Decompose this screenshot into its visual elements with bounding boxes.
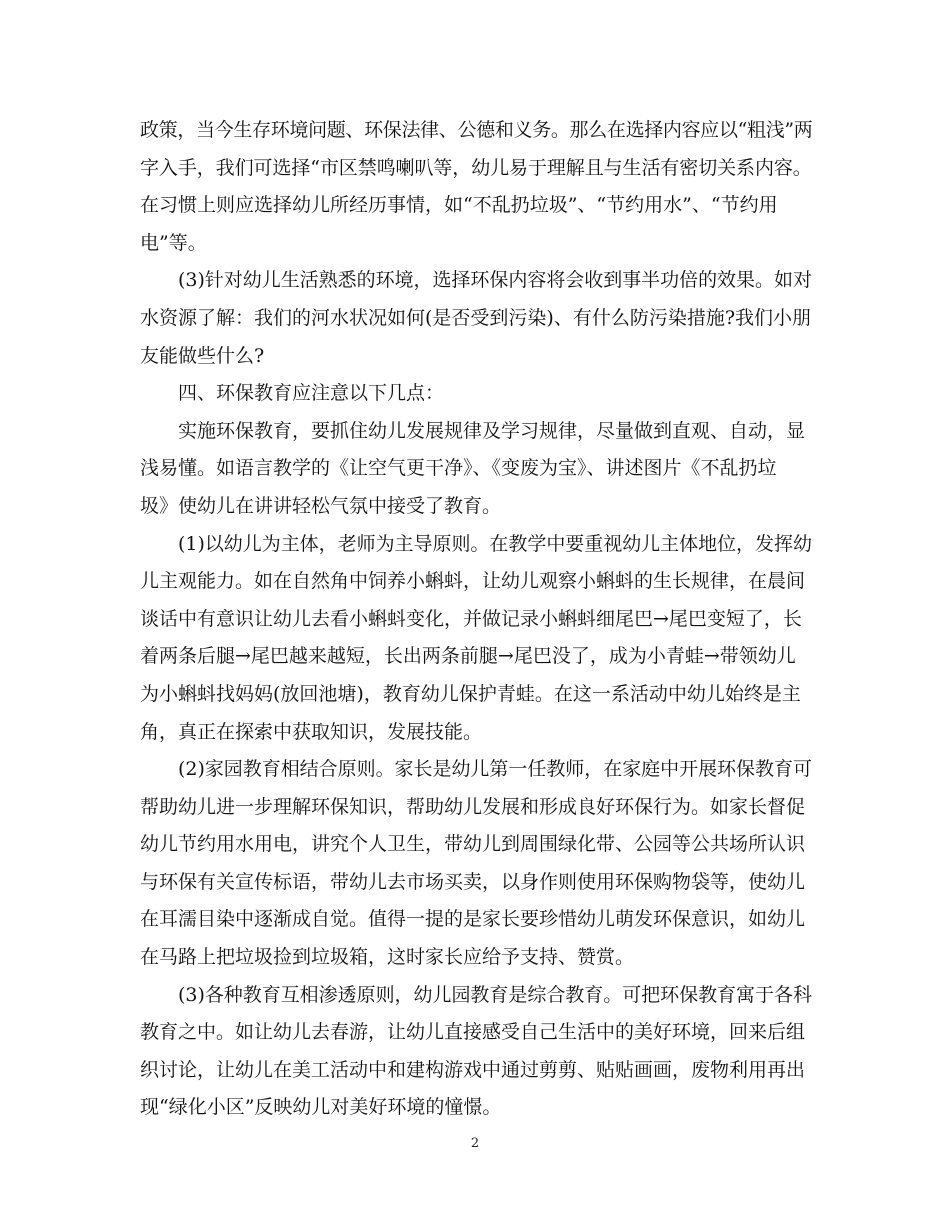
text-line: 角，真正在探索中获取知识，发展技能。 <box>140 720 483 743</box>
text-line: 现“绿化小区”反映幼儿对美好环境的憧憬。 <box>140 1096 502 1119</box>
text-line: 政策，当今生存环境问题、环保法律、公德和义务。那么在选择内容应以“粗浅”两 <box>140 119 813 141</box>
text-line: 实施环保教育，要抓住幼儿发展规律及学习规律，尽量做到直观、自动，显 <box>178 419 806 442</box>
text-line: 友能做些什么? <box>140 344 265 367</box>
text-line: 帮助幼儿进一步理解环保知识，帮助幼儿发展和形成良好环保行为。如家长督促 <box>140 795 806 818</box>
text-line: 织讨论，让幼儿在美工活动中和建构游戏中通过剪剪、贴贴画画，废物利用再出 <box>140 1058 806 1081</box>
text-line: 圾》使幼儿在讲讲轻松气氛中接受了教育。 <box>140 494 502 517</box>
text-line: 儿主观能力。如在自然角中饲养小蝌蚪，让幼儿观察小蝌蚪的生长规律，在晨间 <box>140 570 806 593</box>
text-line: 字入手，我们可选择“市区禁鸣喇叭等，幼儿易于理解且与生活有密切关系内容。 <box>140 156 812 179</box>
text-line: 四、环保教育应注意以下几点： <box>178 382 445 405</box>
text-line: 在马路上把垃圾捡到垃圾箱，这时家长应给予支持、赞赏。 <box>140 946 635 969</box>
text-line: 教育之中。如让幼儿去春游，让幼儿直接感受自己生活中的美好环境，回来后组 <box>140 1021 806 1044</box>
text-line: 在习惯上则应选择幼儿所经历事情，如“不乱扔垃圾”、“节约用水”、“节约用 <box>140 194 778 217</box>
text-line: 水资源了解：我们的河水状况如何(是否受到污染)、有什么防污染措施?我们小朋 <box>140 306 812 329</box>
text-line: 在耳濡目染中逐渐成自觉。值得一提的是家长要珍惜幼儿萌发环保意识，如幼儿 <box>140 908 806 931</box>
text-line: (2)家园教育相结合原则。家长是幼儿第一任教师，在家庭中开展环保教育可 <box>178 758 812 781</box>
page-number: 2 <box>470 1136 480 1151</box>
text-line: 电”等。 <box>140 231 207 254</box>
text-line: 幼儿节约用水用电，讲究个人卫生，带幼儿到周围绿化带、公园等公共场所认识 <box>140 833 806 856</box>
text-line: (3)各种教育互相渗透原则，幼儿园教育是综合教育。可把环保教育寓于各科 <box>178 983 812 1006</box>
text-line: (1)以幼儿为主体，老师为主导原则。在教学中要重视幼儿主体地位，发挥幼 <box>178 532 812 555</box>
text-line: 为小蝌蚪找妈妈(放回池塘)，教育幼儿保护青蛙。在这一系活动中幼儿始终是主 <box>140 682 801 705</box>
text-line: 着两条后腿→尾巴越来越短，长出两条前腿→尾巴没了，成为小青蛙→带领幼儿 <box>140 645 796 668</box>
document-body <box>140 112 812 1127</box>
text-line: (3)针对幼儿生活熟悉的环境，选择环保内容将会收到事半功倍的效果。如对 <box>178 269 812 292</box>
text-line: 谈话中有意识让幼儿去看小蝌蚪变化，并做记录小蝌蚪细尾巴→尾巴变短了，长 <box>140 607 802 630</box>
text-line: 与环保有关宣传标语，带幼儿去市场买卖，以身作则使用环保购物袋等，使幼儿 <box>140 870 806 893</box>
text-line: 浅易懂。如语言教学的《让空气更干净》、《变废为宝》、讲述图片《不乱扔垃 <box>140 457 777 480</box>
